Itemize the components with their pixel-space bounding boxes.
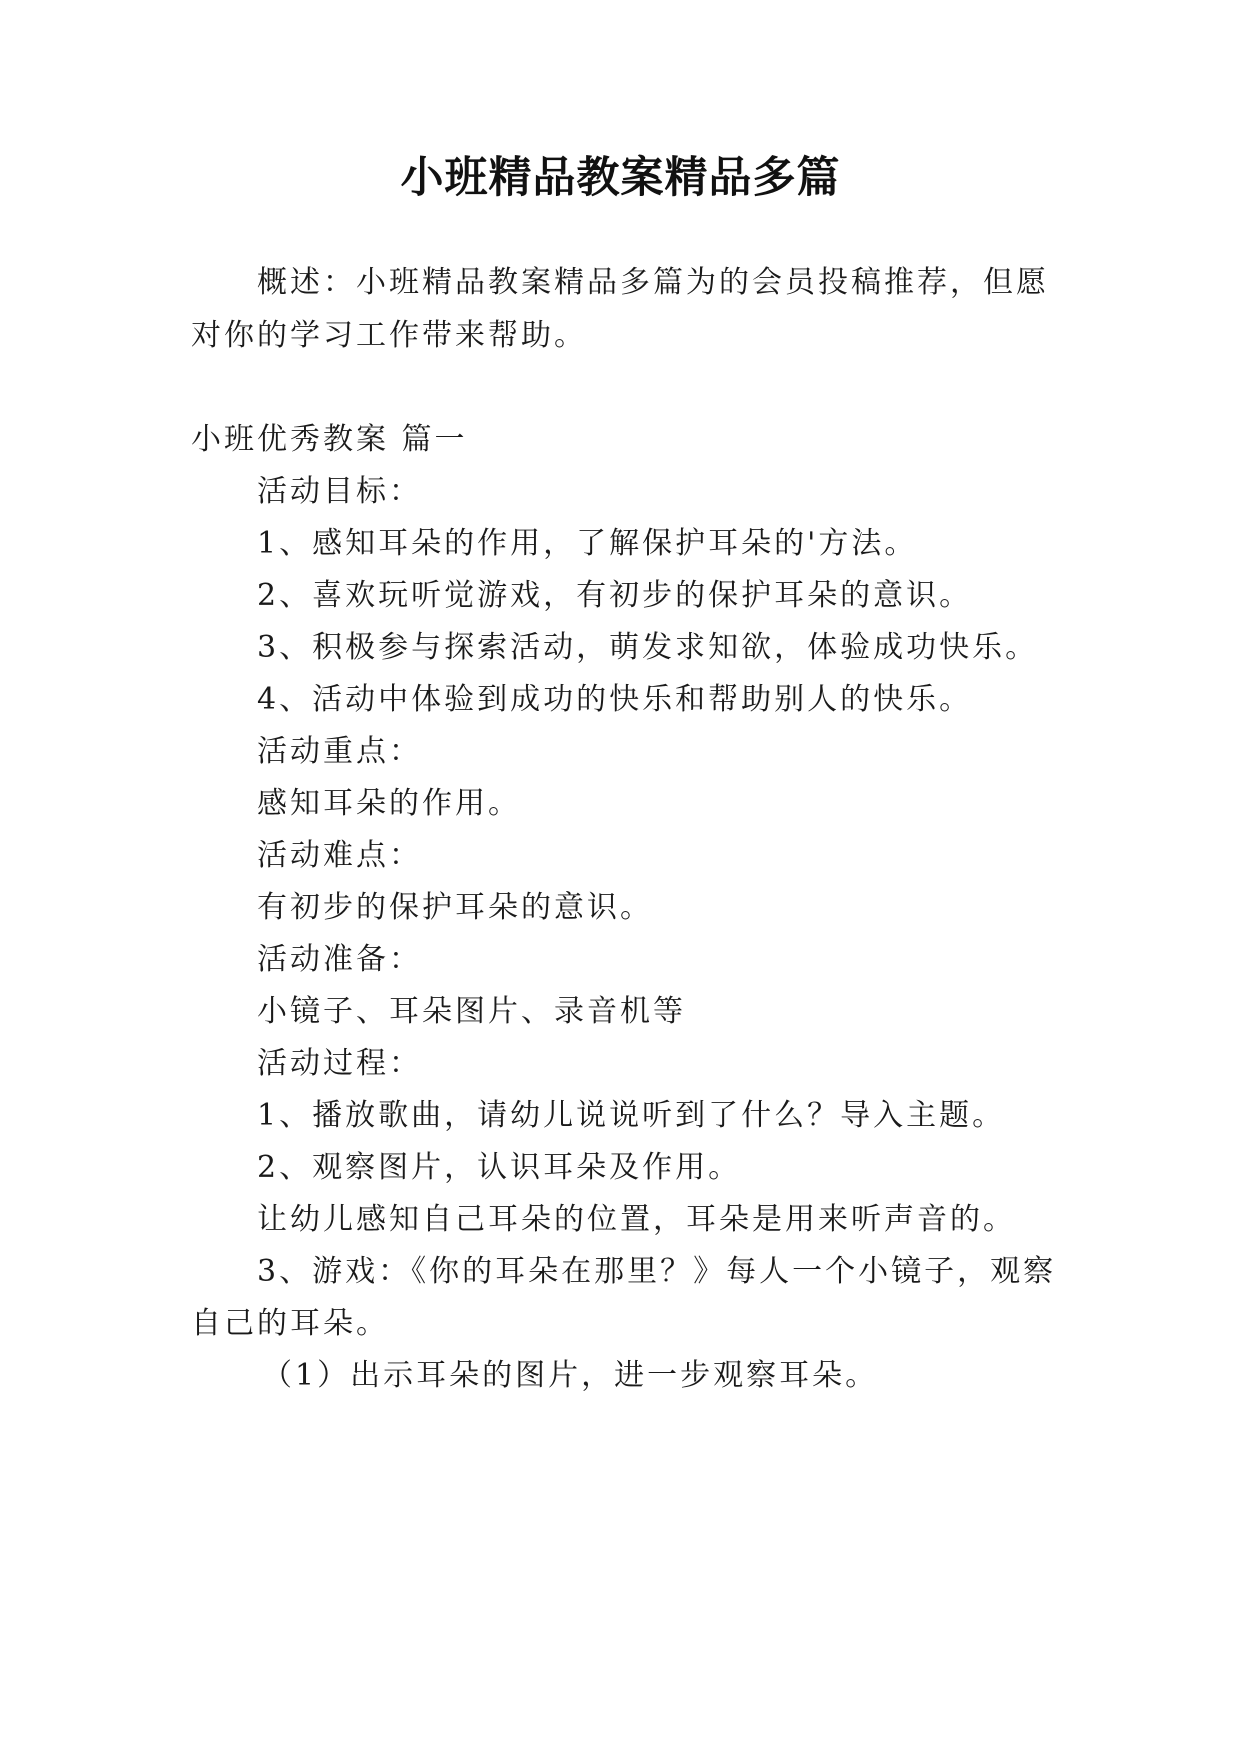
paragraph-line: 活动难点： [257, 838, 422, 873]
paragraph-line: 1、感知耳朵的作用，了解保护耳朵的'方法。 [257, 526, 918, 561]
paragraph-line: 自己的耳朵。 [191, 1306, 389, 1341]
summary-line-1: 概述：小班精品教案精品多篇为的会员投稿推荐，但愿 [257, 265, 1049, 300]
paragraph-line: 2、观察图片，认识耳朵及作用。 [257, 1150, 742, 1185]
document-title: 小班精品教案精品多篇 [400, 153, 841, 203]
paragraph-line: 感知耳朵的作用。 [257, 786, 521, 821]
paragraph-line: 3、游戏：《你的耳朵在那里？》每人一个小镜子，观察 [257, 1254, 1057, 1289]
paragraph-line: 活动准备： [257, 942, 422, 977]
section-heading: 小班优秀教案 篇一 [191, 422, 468, 457]
paragraph-line: 让幼儿感知自己耳朵的位置，耳朵是用来听声音的。 [257, 1202, 1016, 1237]
paragraph-line: 1、播放歌曲，请幼儿说说听到了什么？导入主题。 [257, 1098, 1006, 1133]
summary-line-2: 对你的学习工作带来帮助。 [191, 318, 587, 353]
paragraph-line: 4、活动中体验到成功的快乐和帮助别人的快乐。 [257, 682, 973, 717]
paragraph-line: 2、喜欢玩听觉游戏，有初步的保护耳朵的意识。 [257, 578, 973, 613]
paragraph-line: 活动过程： [257, 1046, 422, 1081]
paragraph-line: 活动目标： [257, 474, 422, 509]
paragraph-line: 活动重点： [257, 734, 422, 769]
paragraph-line: 小镜子、耳朵图片、录音机等 [257, 994, 686, 1029]
paragraph-line: 有初步的保护耳朵的意识。 [257, 890, 653, 925]
paragraph-line: （1）出示耳朵的图片，进一步观察耳朵。 [262, 1358, 879, 1393]
paragraph-line: 3、积极参与探索活动，萌发求知欲，体验成功快乐。 [257, 630, 1039, 665]
